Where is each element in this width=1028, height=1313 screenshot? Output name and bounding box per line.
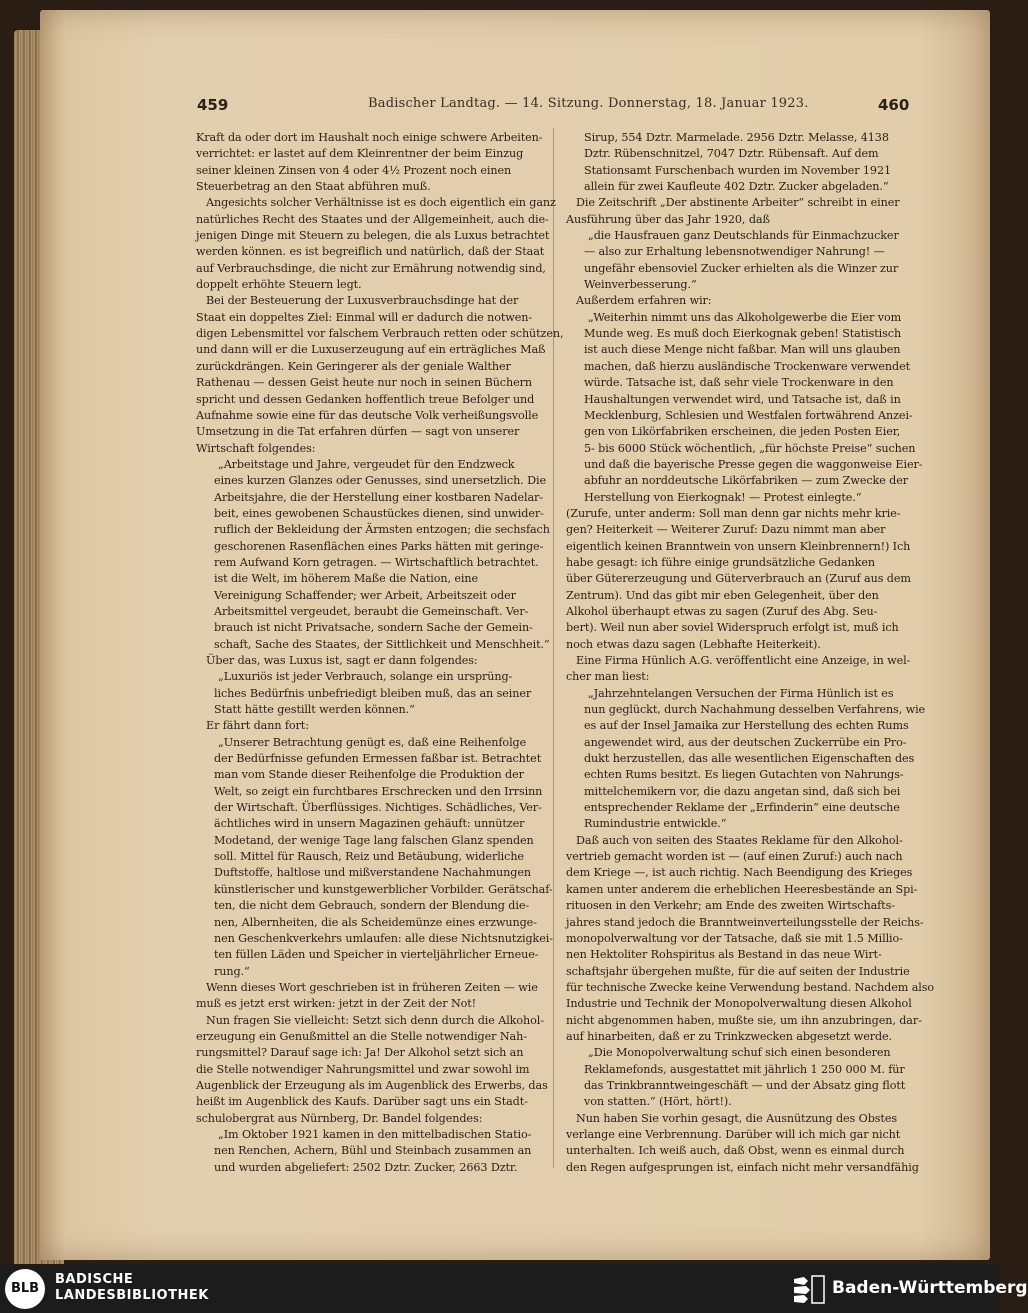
text-line: Die Zeitschrift „Der abstinente Arbeiter“ schreibt in einer [576,196,900,210]
text-line: Duftstoffe, haltlose und mißverstandene Nachahmungen [214,866,531,880]
text-line: nen Geschenkverkehrs umlaufen: alle diese Nichtsnutzigkei- [214,931,553,945]
text-line: gen? Heiterkeit — Weiterer Zuruf: Dazu nimmt man aber [566,523,886,537]
text-line: ächtliches wird in unsern Magazinen gehäuft: unnützer [214,817,525,831]
text-line: natürliches Recht des Staates und der Allgemeinheit, auch die- [196,212,549,226]
text-line: nen, Albernheiten, die als Scheidemünze eines erzwunge- [214,915,537,929]
text-line: der Bedürfnisse gefunden Ermessen faßbar ist. Betrachtet [214,752,542,766]
text-line: Angesichts solcher Verhältnisse ist es doch eigentlich ein ganz [206,196,556,210]
text-line: ungefähr ebensoviel Zucker erhielten als die Winzer zur [584,261,899,275]
text-line: und daß die bayerische Presse gegen die waggonweise Eier- [584,457,923,471]
text-line: „Die Monopolverwaltung schuf sich einen besonderen [588,1046,891,1060]
text-line: 5- bis 6000 Stück wöchentlich, „für höchste Preise“ suchen [584,441,916,455]
text-line: rituosen in den Verkehr; am Ende des zweiten Wirtschafts- [566,899,895,913]
page-header [0,96,1000,120]
text-line: heißt im Augenblick des Kaufs. Darüber sagt uns ein Stadt- [196,1095,528,1109]
text-line: Vereinigung Schaffender; wer Arbeit, Arbeitszeit oder [214,588,516,602]
text-line: rem Aufwand Korn getragen. — Wirtschaftlich betrachtet. [214,555,539,569]
text-line: schulobergrat aus Nürnberg, Dr. Bandel folgendes: [196,1111,483,1125]
text-line: nen Hektoliter Rohspiritus als Bestand in das neue Wirt- [566,948,882,962]
text-line: Ausführung über das Jahr 1920, daß [566,212,770,226]
text-line: ist auch diese Menge nicht faßbar. Man will uns glauben [584,343,901,357]
text-line: Augenblick der Erzeugung als im Augenblick des Erwerbs, das [196,1078,548,1092]
text-line: rungsmittel? Darauf sage ich: Ja! Der Alkohol setzt sich an [196,1046,524,1060]
text-line: Daß auch von seiten des Staates Reklame für den Alkohol- [576,833,903,847]
text-line: Wenn dieses Wort geschrieben ist in früheren Zeiten — wie [206,980,538,994]
text-line: brauch ist nicht Privatsache, sondern Sache der Gemein- [214,621,533,635]
text-line: vertrieb gemacht worden ist — (auf einen Zuruf:) auch nach [566,850,903,864]
text-line: schaft, Sache des Staates, der Sittlichkeit und Menschheit.“ [214,637,550,651]
text-line: nun geglückt, durch Nachahmung desselben Verfahrens, wie [584,703,926,717]
text-line: und dann will er die Luxuserzeugung auf ein erträgliches Maß [196,343,546,357]
text-line: nen Renchen, Achern, Bühl und Steinbach zusammen an [214,1144,532,1158]
footer-bar [0,1264,1028,1313]
text-line: „Im Oktober 1921 kamen in den mittelbadischen Statio- [218,1127,532,1141]
text-line: machen, daß hierzu ausländische Trockenware verwendet [584,359,911,373]
text-line: gen von Likörfabriken erscheinen, die jeden Posten Eier, [584,425,901,439]
text-line: und wurden abgeliefert: 2502 Dztr. Zucker, 2663 Dztr. [214,1160,518,1174]
text-line: unterhalten. Ich weiß auch, daß Obst, wenn es einmal durch [566,1144,905,1158]
text-line: allein für zwei Kaufleute 402 Dztr. Zucker abgeladen.“ [584,180,889,194]
text-line: liches Bedürfnis unbefriedigt bleiben muß, das an seiner [214,686,532,700]
text-line: dukt herzustellen, das alle wesentlichen Eigenschaften des [584,752,915,766]
text-line: die Stelle notwendiger Nahrungsmittel und zwar sowohl im [196,1062,530,1076]
column-divider [553,128,554,1168]
text-line: Er fährt dann fort: [206,719,309,733]
text-line: Mecklenburg, Schlesien und Westfalen fortwährend Anzei- [584,408,913,422]
text-line: kamen unter anderem die erheblichen Heeresbestände an Spi- [566,882,918,896]
text-line: „Unserer Betrachtung genügt es, daß eine Reihenfolge [218,735,527,749]
text-line: ist die Welt, im höherem Maße die Nation, eine [214,572,479,586]
text-line: Welt, so zeigt ein furchtbares Erschrecken und den Irrsinn [214,784,543,798]
text-line: geschorenen Rasenflächen eines Parks hätten mit geringe- [214,539,544,553]
text-line: jenigen Dinge mit Steuern zu belegen, die als Luxus betrachtet [196,229,550,243]
text-line: Staat ein doppeltes Ziel: Einmal will er dadurch die notwen- [196,310,533,324]
text-line: Arbeitsmittel vergeudet, beraubt die Gemeinschaft. Ver- [214,604,529,618]
text-line: Außerdem erfahren wir: [576,294,712,308]
text-line: Nun haben Sie vorhin gesagt, die Ausnützung des Obstes [576,1111,897,1125]
text-line: Bei der Besteuerung der Luxusverbrauchsdinge hat der [206,294,519,308]
blb-logo[interactable]: BLB [5,1269,45,1309]
text-line: verlange eine Verbrennung. Darüber will ich mich gar nicht [566,1127,901,1141]
text-line: doppelt erhöhte Steuern legt. [196,278,362,292]
text-line: auf Verbrauchsdinge, die nicht zur Ernährung notwendig sind, [196,261,546,275]
text-line: habe gesagt: ich führe einige grundsätzliche Gedanken [566,555,875,569]
text-line: zurückdrängen. Kein Geringerer als der geniale Walther [196,359,511,373]
text-line: Eine Firma Hünlich A.G. veröffentlicht eine Anzeige, in wel- [576,654,911,667]
text-line: Modetand, der wenige Tage lang falschen Glanz spenden [214,833,534,847]
text-line: würde. Tatsache ist, daß sehr viele Trockenware in den [584,376,894,390]
text-line: bert). Weil nun aber soviel Widerspruch erfolgt ist, muß ich [566,621,899,635]
text-line: mittelchemikern vor, die dazu angetan sind, daß sich bei [584,784,901,798]
text-line: soll. Mittel für Rausch, Reiz und Betäubung, widerliche [214,850,524,864]
text-line: echten Rums besitzt. Es liegen Gutachten von Nahrungs- [584,768,904,782]
text-line: Sirup, 554 Dztr. Marmelade. 2956 Dztr. Melasse, 4138 [584,131,889,144]
text-line: cher man liest: [566,670,650,684]
text-line: es auf der Insel Jamaika zur Herstellung des echten Rums [584,719,909,733]
text-line: Nun fragen Sie vielleicht: Setzt sich denn durch die Alkohol- [206,1013,544,1027]
text-line: Alkohol überhaupt etwas zu sagen (Zuruf des Abg. Seu- [566,604,878,618]
text-line: „Luxuriös ist jeder Verbrauch, solange ein ursprüng- [218,670,513,684]
text-line: nicht abgenommen haben, mußte sie, um ihn anzubringen, dar- [566,1013,922,1027]
text-line: Stationsamt Furschenbach wurden im November 1921 [584,163,891,177]
text-line: spricht und dessen Gedanken hoffentlich treue Befolger und [196,392,535,406]
text-line: den Regen aufgesprungen ist, einfach nicht mehr versandfähig [566,1160,919,1174]
library-name-line1: BADISCHE [55,1272,134,1287]
text-line: (Zurufe, unter anderm: Soll man denn gar nichts mehr krie- [566,506,901,520]
text-line: „Jahrzehntelangen Versuchen der Firma Hünlich ist es [588,686,894,700]
text-line: Wirtschaft folgendes: [196,441,316,455]
text-line: Aufnahme sowie eine für das deutsche Volk verheißungsvolle [196,408,539,422]
text-line: werden können. es ist begreiflich und natürlich, daß der Staat [196,245,545,259]
text-line: Industrie und Technik der Monopolverwaltung diesen Alkohol [566,997,912,1011]
library-name-line2: LANDESBIBLIOTHEK [55,1288,209,1303]
text-line: muß es jetzt erst wirken: jetzt in der Zeit der Not! [196,997,477,1011]
text-line: jahres stand jedoch die Branntweinverteilungsstelle der Reichs- [566,915,924,929]
text-line: Haushaltungen verwendet wird, und Tatsache ist, daß in [584,392,901,406]
text-line: Steuerbetrag an den Staat abführen muß. [196,180,431,194]
text-line: noch etwas dazu sagen (Lebhafte Heiterkeit). [566,637,821,651]
text-line: monopolverwaltung vor der Tatsache, daß sie mit 1.5 Millio- [566,931,903,945]
text-line: Rathenau — dessen Geist heute nur noch in seinen Büchern [196,376,532,390]
text-line: Kraft da oder dort im Haushalt noch einige schwere Arbeiten- [196,131,543,144]
text-line: auf hinarbeiten, daß er zu Trinkzwecken abgesetzt werde. [566,1029,893,1043]
text-line: Dztr. Rübenschnitzel, 7047 Dztr. Rübensaft. Auf dem [584,147,879,161]
text-line: Über das, was Luxus ist, sagt er dann folgendes: [206,654,478,667]
state-name[interactable]: Baden-Württemberg [832,1278,1028,1298]
text-line: „die Hausfrauen ganz Deutschlands für Einmachzucker [588,229,899,243]
text-line: erzeugung ein Genußmittel an die Stelle notwendiger Nah- [196,1029,527,1043]
text-line: rung.“ [214,964,250,978]
text-line: abfuhr an norddeutsche Likörfabriken — zum Zwecke der [584,474,908,488]
text-line: eines kurzen Glanzes oder Genusses, sind unersetzlich. Die [214,474,546,488]
text-line: für technische Zwecke keine Verwendung bestand. Nachdem also [566,980,935,994]
text-line: ten, die nicht dem Gebrauch, sondern der Blendung die- [214,899,530,913]
page-number-right: 460 [878,96,910,114]
text-line: angewendet wird, aus der deutschen Zuckerrübe ein Pro- [584,735,907,749]
text-line: Umsetzung in die Tat erfahren dürfen — sagt von unserer [196,425,520,439]
text-line: künstlerischer und kunstgewerblicher Vorbilder. Gerätschaf- [214,882,553,896]
text-line: über Gütererzeugung und Güterverbrauch an (Zuruf aus dem [566,572,911,586]
text-line: man vom Stande dieser Reihenfolge die Produktion der [214,768,524,782]
text-line: ruflich der Bekleidung der Ärmsten entzogen; die sechsfach [214,523,550,537]
text-line: entsprechender Reklame der „Erfinderin“ eine deutsche [584,801,900,815]
library-name[interactable] [55,1272,209,1304]
text-line: schaftsjahr übergehen mußte, für die auf seiten der Industrie [566,964,910,978]
text-line: eigentlich keinen Branntwein von unsern Kleinbrennern!) Ich [566,539,911,553]
text-line: seiner kleinen Zinsen von 4 oder 4½ Prozent noch einen [196,163,512,177]
text-line: Statt hätte gestillt werden können.“ [214,703,415,717]
text-line: „Arbeitstage und Jahre, vergeudet für den Endzweck [218,457,515,471]
text-line: Zentrum). Und das gibt mir eben Gelegenheit, über den [566,588,879,602]
text-line: beit, eines gewobenen Schaustückes dienen, sind unwider- [214,506,544,520]
left-column [196,130,564,1176]
text-line: Weinverbesserung.“ [584,278,697,292]
text-line: Herstellung von Eierkognak! — Protest einlegte.“ [584,490,862,504]
text-line: „Weiterhin nimmt uns das Alkoholgewerbe die Eier vom [588,310,902,324]
running-title: Badischer Landtag. — 14. Sitzung. Donnerstag, 18. Januar 1923. [368,96,809,111]
text-line: von statten.“ (Hört, hört!). [584,1095,732,1109]
text-line: Rumindustrie entwickle.“ [584,817,727,831]
right-column [566,130,935,1176]
text-line: — also zur Erhaltung lebensnotwendiger Nahrung! — [584,245,885,259]
text-line: der Wirtschaft. Überflüssiges. Nichtiges. Schädliches, Ver- [214,801,542,815]
text-line: verrichtet: er lastet auf dem Kleinrentner der beim Einzug [196,147,524,161]
baden-wuerttemberg-crest-icon [790,1273,826,1305]
text-line: das Trinkbranntweingeschäft — und der Absatz ging flott [584,1078,906,1092]
text-line: dem Kriege —, ist auch richtig. Nach Beendigung des Krieges [566,866,913,880]
page-number-left: 459 [197,96,229,114]
text-line: Reklamefonds, ausgestattet mit jährlich 1 250 000 M. für [584,1062,905,1076]
text-line: Arbeitsjahre, die der Herstellung einer kostbaren Nadelar- [214,490,543,504]
text-line: digen Lebensmittel vor falschem Verbrauch retten oder schützen, [196,327,564,341]
text-line: ten füllen Läden und Speicher in vierteljährlicher Erneue- [214,948,539,962]
text-line: Munde weg. Es muß doch Eierkognak geben! Statistisch [584,327,902,341]
